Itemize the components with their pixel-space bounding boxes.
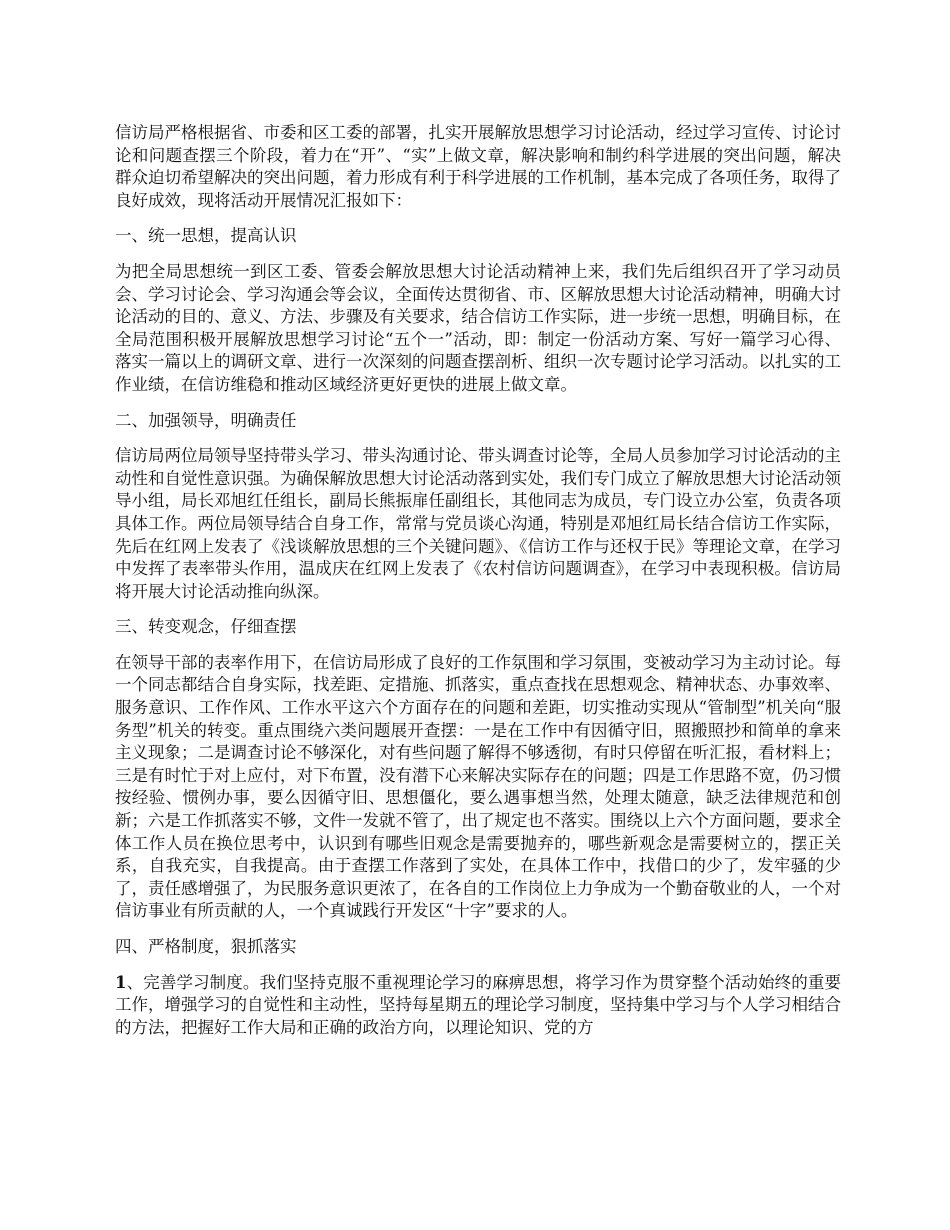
item-1-number: 1 — [115, 972, 127, 992]
section-3-body: 在领导干部的表率作用下，在信访局形成了良好的工作氛围和学习氛围，变被动学习为主动讨论。每一个同志都结合自身实际，找差距、定措施、抓落实，重点查找在思想观念、精神状态、办事效率、服务意识、工作作风、工作水平这六个方面存在的问题和差距，切实推动实现从“管制型”机关向“服务型”机关的转变。重点围绕六类问题展开查摆：一是在工作中有因循守旧，照搬照抄和简单的拿来主义现象；二是调查讨论不够深化，对有些问题了解得不够透彻，有时只停留在听汇报，看材料上；三是有时忙于对上应付，对下布置，没有潜下心来解决实际存在的问题；四是工作思路不宽，仍习惯按经验、惯例办事，要么因循守旧、思想僵化，要么遇事想当然，处理太随意，缺乏法律规范和创新；六是工作抓落实不够，文件一发就不管了，出了规定也不落实。围绕以上六个方面问题，要求全体工作人员在换位思考中，认识到有哪些旧观念是需要抛弃的，哪些新观念是需要树立的，摆正关系，自我充实，自我提高。由于查摆工作落到了实处，在具体工作中，找借口的少了，发牢骚的少了，责任感增强了，为民服务意识更浓了，在各自的工作岗位上力争成为一个勤奋敬业的人，一个对信访事业有所贡献的人，一个真诚践行开发区“十字”要求的人。 — [115, 652, 841, 921]
item-1-body: 、完善学习制度。我们坚持克服不重视理论学习的麻痹思想，将学习作为贯穿整个活动始终的重要工作，增强学习的自觉性和主动性，坚持每星期五的理论学习制度，坚持集中学习与个人学习相结合的方法，把握好工作大局和正确的政治方向，以理论知识、党的方 — [115, 972, 841, 1037]
section-4-title: 四、严格制度，狠抓落实 — [115, 937, 297, 956]
section-2-title: 二、加强领导，明确责任 — [115, 410, 297, 430]
intro-paragraph: 信访局严格根据省、市委和区工委的部署，扎实开展解放思想学习讨论活动，经过学习宣传、讨论讨论和问题查摆三个阶段，着力在“开”、“实”上做文章，解决影响和制约科学进展的突出问题，解决群众迫切希望解决的突出问题，着力形成有利于科学进展的工作机制，基本完成了各项任务，取得了良好成效，现将活动开展情况汇报如下： — [115, 123, 841, 210]
section-4-item-1 — [115, 972, 841, 1040]
section-1-title: 一、统一思想，提高认识 — [115, 226, 297, 246]
section-2-body: 信访局两位局领导坚持带头学习、带头沟通讨论、带头调查讨论等，全局人员参加学习讨论活动的主动性和自觉性意识强。为确保解放思想大讨论活动落到实处，我们专门成立了解放思想大讨论活动领导小组，局长邓旭红任组长，副局长熊振扉任副组长，其他同志为成员，专门设立办公室，负责各项具体工作。两位局领导结合自身工作，常常与党员谈心沟通，特别是邓旭红局长结合信访工作实际，先后在红网上发表了《浅谈解放思想的三个关键问题》、《信访工作与还权于民》等理论文章，在学习中发挥了表率带头作用，温成庆在红网上发表了《农村信访问题调查》，在学习中表现积极。信访局将开展大讨论活动推向纵深。 — [115, 446, 841, 601]
document-page — [115, 122, 841, 1052]
section-3-title: 三、转变观念，仔细查摆 — [115, 617, 297, 637]
section-1-body: 为把全局思想统一到区工委、管委会解放思想大讨论活动精神上来，我们先后组织召开了学习动员会、学习讨论会、学习沟通会等会议，全面传达贯彻省、市、区解放思想大讨论活动精神，明确大讨论活动的目的、意义、方法、步骤及有关要求，结合信访工作实际，进一步统一思想，明确目标，在全局范围积极开展解放思想学习讨论“五个一”活动，即：制定一份活动方案、写好一篇学习心得、落实一篇以上的调研文章、进行一次深刻的问题查摆剖析、组织一次专题讨论学习活动。以扎实的工作业绩，在信访维稳和推动区域经济更好更快的进展上做文章。 — [115, 261, 841, 394]
